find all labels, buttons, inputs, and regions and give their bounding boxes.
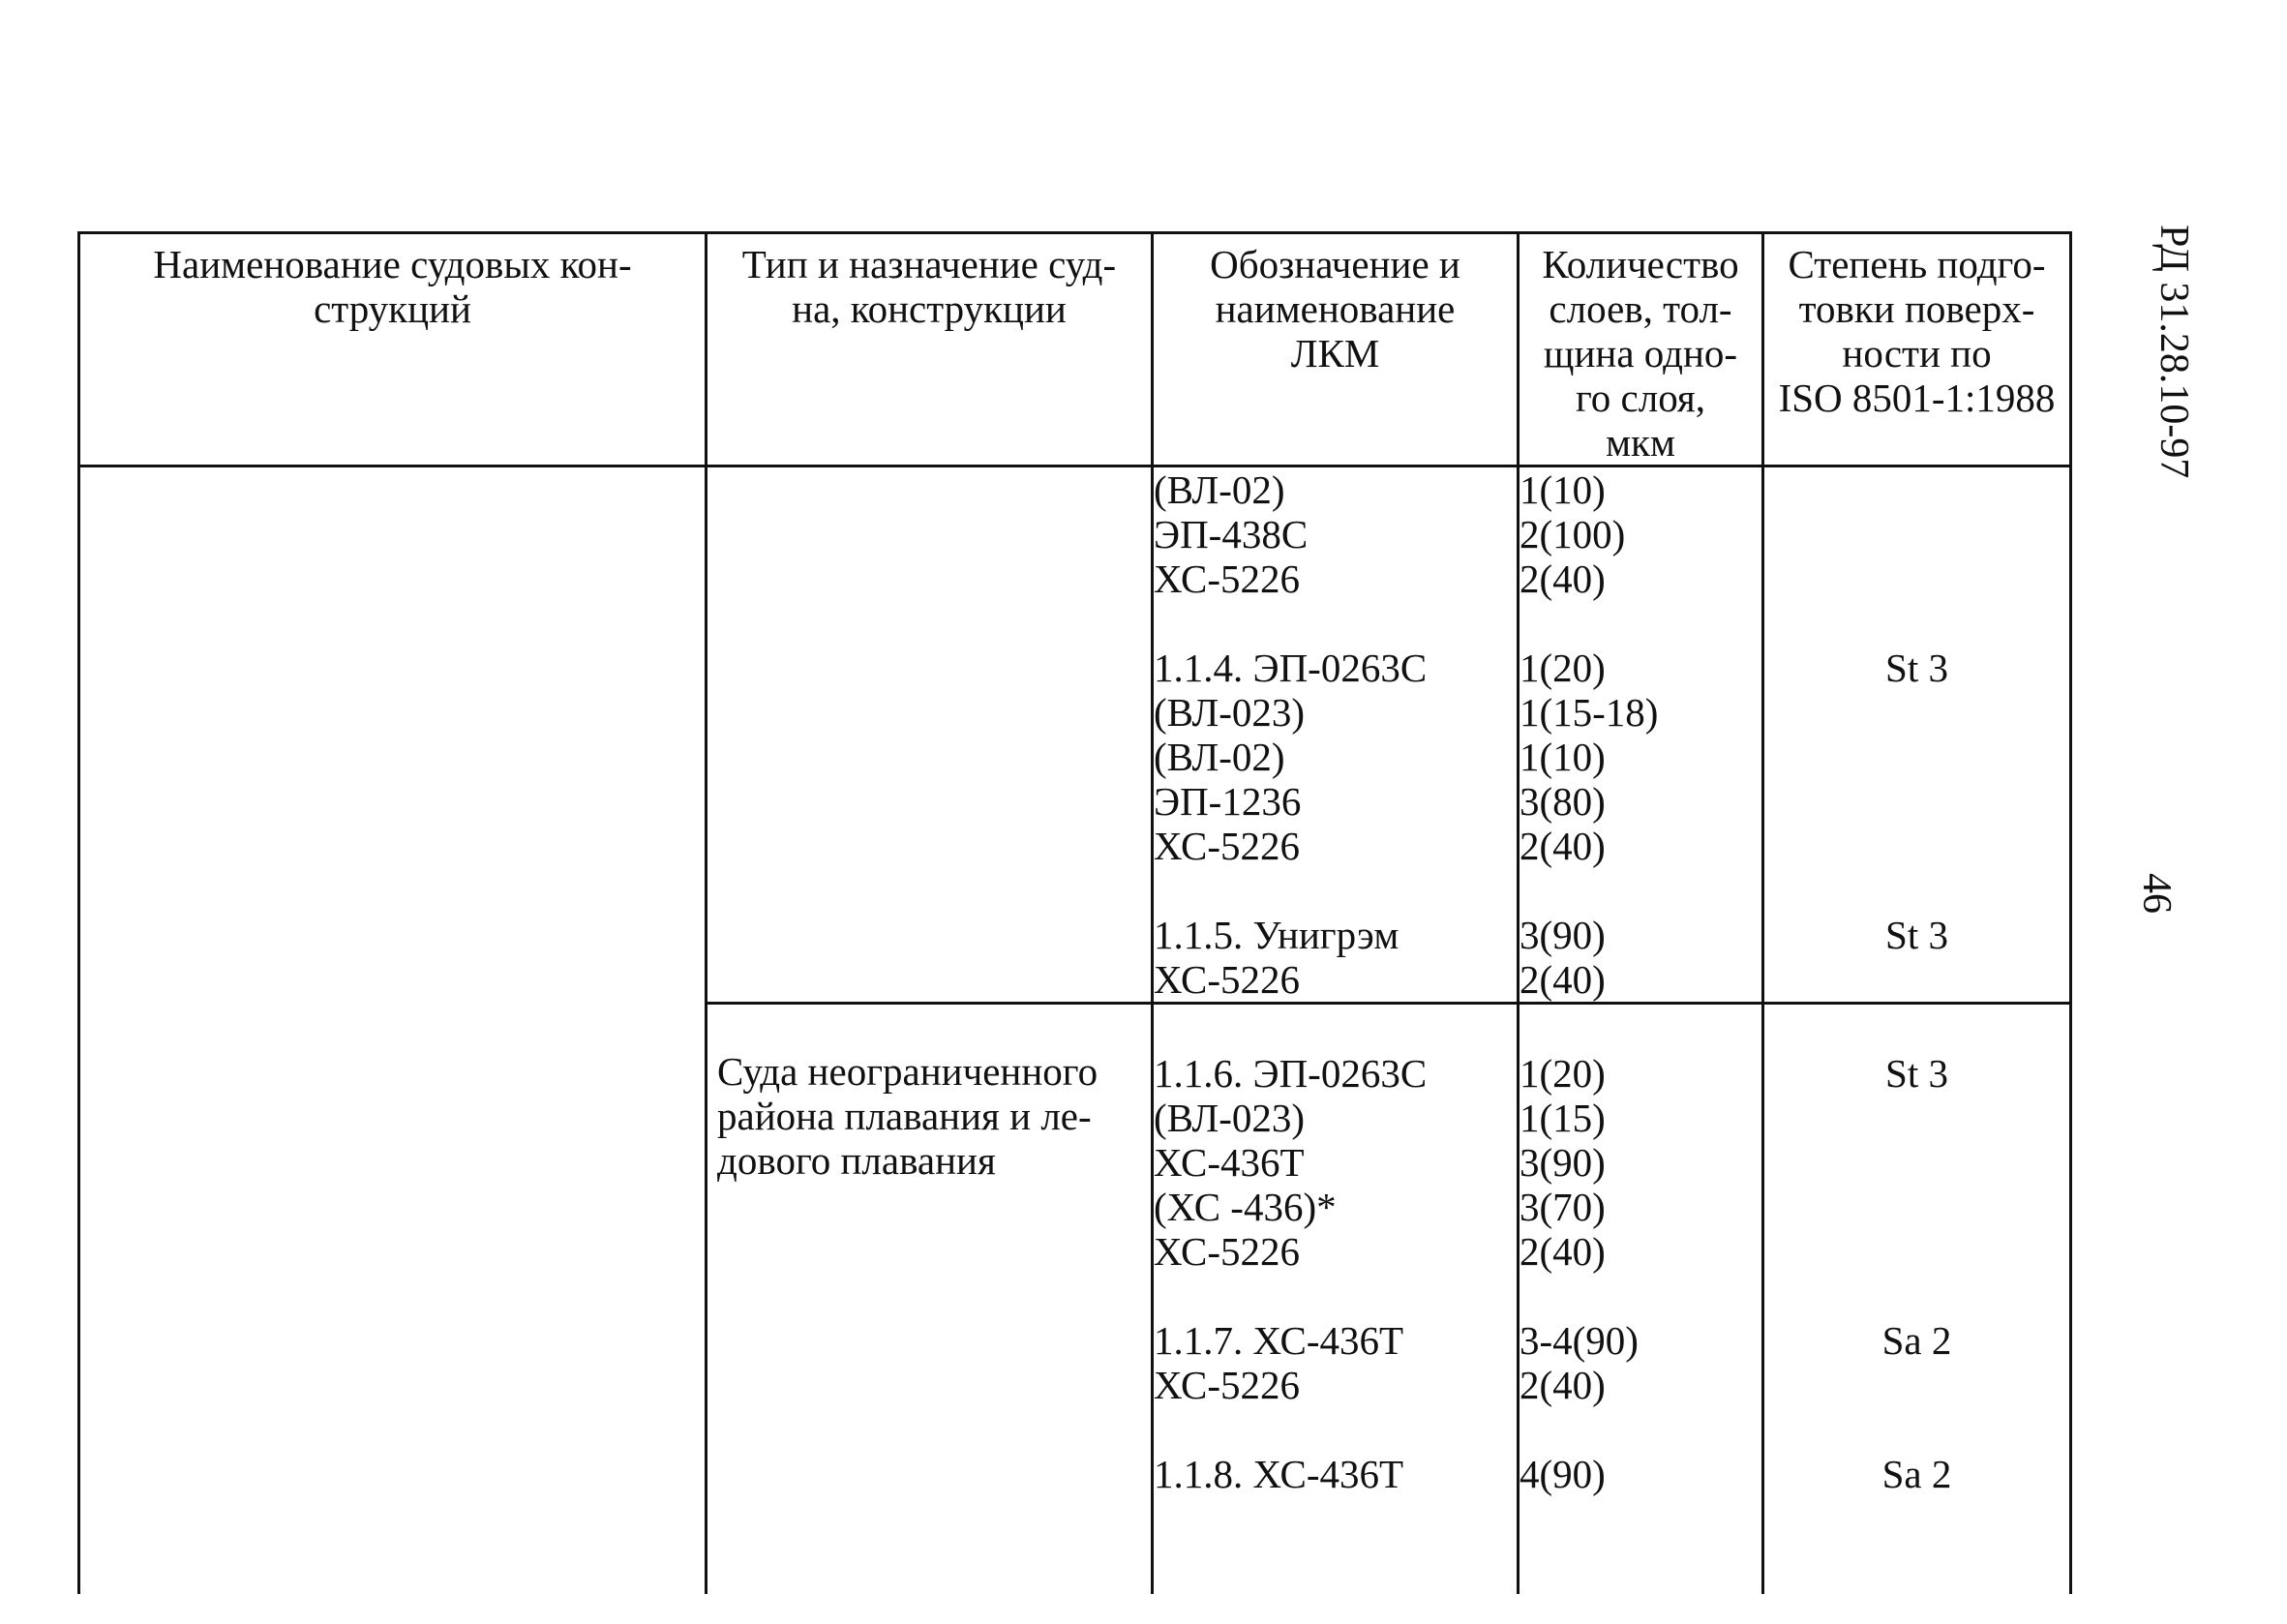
- layers-line: 2(40): [1520, 957, 1606, 1002]
- grade-line: St 3: [1885, 646, 1948, 690]
- grade-cell: [1763, 1004, 2071, 1595]
- materials-cell: [1153, 466, 1519, 1004]
- layers-line: 1(20): [1520, 1051, 1606, 1096]
- header-cell-layers-thickness: Количество слоев, тол- щина одно- го слоя, мкм: [1519, 233, 1763, 466]
- material-line: (ВЛ-023): [1154, 690, 1306, 735]
- material-line: ХС-5226: [1154, 556, 1301, 601]
- material-line: 1.1.5. Унигрэм: [1154, 913, 1399, 957]
- layers-line: 2(40): [1520, 824, 1606, 868]
- structure-name-cell: [79, 466, 707, 1595]
- layers-line: 2(40): [1520, 556, 1606, 601]
- layers-line: 1(15-18): [1520, 690, 1659, 735]
- materials-cell: [1153, 1004, 1519, 1595]
- layers-line: 3-4(90): [1520, 1318, 1639, 1363]
- material-line: (ВЛ-023): [1154, 1096, 1306, 1140]
- header-cell-ship-type: Тип и назначение суд- на, конструкции: [707, 233, 1153, 466]
- material-line: ЭП-438С: [1154, 512, 1309, 556]
- layers-line: 3(90): [1520, 1140, 1606, 1185]
- header-cell-paint-designation: Обозначение и наименование ЛКМ: [1153, 233, 1519, 466]
- material-line: 1.1.8. ХС-436Т: [1154, 1452, 1404, 1496]
- material-line: 1.1.4. ЭП-0263С: [1154, 646, 1428, 690]
- material-line: ХС-436Т: [1154, 1140, 1305, 1185]
- material-line: 1.1.6. ЭП-0263С: [1154, 1051, 1428, 1096]
- layers-line: 3(70): [1520, 1185, 1606, 1229]
- header-cell-ship-structures: Наименование судовых кон- струкций: [79, 233, 707, 466]
- grade-line: Sa 2: [1881, 1318, 1952, 1363]
- layers-line: 1(20): [1520, 646, 1606, 690]
- material-line: ЭП-1236: [1154, 779, 1302, 824]
- layers-line: 3(90): [1520, 913, 1606, 957]
- layers-line: 4(90): [1520, 1452, 1606, 1496]
- layers-line: 1(10): [1520, 735, 1606, 779]
- material-line: (ХС -436)*: [1154, 1185, 1337, 1229]
- material-line: ХС-5226: [1154, 1229, 1301, 1274]
- layers-line: 2(40): [1520, 1363, 1606, 1407]
- grade-line: Sa 2: [1881, 1452, 1952, 1496]
- page-number: 46: [2134, 873, 2179, 914]
- layers-line: 3(80): [1520, 779, 1606, 824]
- grade-line: St 3: [1885, 913, 1948, 957]
- ship-type-text: Суда неограниченного района плавания и ле- дового плавания: [717, 1049, 1098, 1183]
- layers-line: 1(15): [1520, 1096, 1606, 1140]
- layers-line: 2(40): [1520, 1229, 1606, 1274]
- material-line: (ВЛ-02): [1154, 467, 1285, 512]
- table-row: [79, 466, 2071, 1004]
- layers-line: 2(100): [1520, 512, 1626, 556]
- layers-cell: [1519, 466, 1763, 1004]
- material-line: (ВЛ-02): [1154, 735, 1285, 779]
- ship-type-cell: [707, 466, 1153, 1004]
- layers-line: 1(10): [1520, 467, 1606, 512]
- document-code: РД 31.28.10-97: [2152, 225, 2196, 479]
- coating-table: [77, 231, 2072, 1594]
- ship-type-cell: [707, 1004, 1153, 1595]
- layers-cell: [1519, 1004, 1763, 1595]
- header-row: [79, 233, 2071, 466]
- material-line: ХС-5226: [1154, 824, 1301, 868]
- material-line: ХС-5226: [1154, 957, 1301, 1002]
- material-line: 1.1.7. ХС-436Т: [1154, 1318, 1404, 1363]
- header-cell-surface-preparation: Степень подго- товки поверх- ности по ISO 8501-1:1988: [1763, 233, 2071, 466]
- material-line: ХС-5226: [1154, 1363, 1301, 1407]
- grade-line: St 3: [1885, 1051, 1948, 1096]
- grade-cell: [1763, 466, 2071, 1004]
